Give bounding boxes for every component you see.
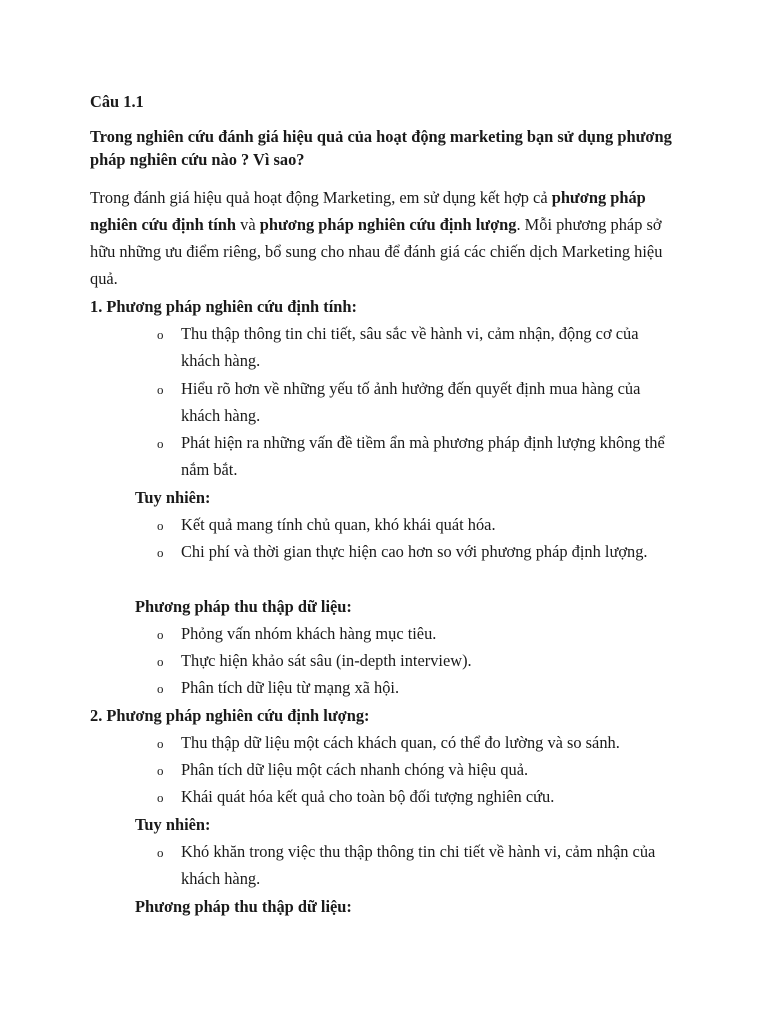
bullet-icon: o (157, 627, 164, 642)
list-item: Chi phí và thời gian thực hiện cao hơn so với phương pháp định lượng. (181, 542, 648, 561)
intro-paragraph (90, 184, 686, 292)
intro-bold-qualitative: phương pháp nghiên cứu định tính (90, 188, 646, 234)
however-label: Tuy nhiên: (135, 815, 211, 834)
bullet-icon: o (157, 327, 164, 342)
question-text: Trong nghiên cứu đánh giá hiệu quả của hoạt động marketing bạn sử dụng phương pháp nghiên cứu nào ? Vì sao? (90, 127, 672, 169)
list-item: Phỏng vấn nhóm khách hàng mục tiêu. (181, 624, 437, 643)
list-item: Khó khăn trong việc thu thập thông tin chi tiết về hành vi, cảm nhận của khách hàng. (181, 842, 656, 888)
methods-label: Phương pháp thu thập dữ liệu: (135, 897, 352, 916)
bullet-icon: o (157, 845, 164, 860)
list-item: Hiểu rõ hơn về những yếu tố ảnh hưởng đến quyết định mua hàng của khách hàng. (181, 379, 641, 425)
list-item: Phân tích dữ liệu từ mạng xã hội. (181, 678, 400, 697)
list-item: Phân tích dữ liệu một cách nhanh chóng và hiệu quả. (181, 760, 529, 779)
list-item: Thu thập thông tin chi tiết, sâu sắc về hành vi, cảm nhận, động cơ của khách hàng. (181, 324, 639, 370)
bullet-icon: o (157, 681, 164, 696)
document-title: Câu 1.1 (90, 92, 144, 111)
list-item: Phát hiện ra những vấn đề tiềm ẩn mà phương pháp định lượng không thể nắm bắt. (181, 433, 665, 479)
intro-text-2: và (236, 215, 260, 234)
methods-label: Phương pháp thu thập dữ liệu: (135, 597, 352, 616)
intro-bold-quantitative: phương pháp nghiên cứu định lượng (259, 215, 517, 234)
bullet-icon: o (157, 736, 164, 751)
section-quantitative-heading: 2. Phương pháp nghiên cứu định lượng: (90, 706, 370, 725)
bullet-icon: o (157, 654, 164, 669)
section-qualitative-heading: 1. Phương pháp nghiên cứu định tính: (90, 297, 357, 316)
bullet-icon: o (157, 790, 164, 805)
bullet-icon: o (157, 518, 164, 533)
however-label: Tuy nhiên: (135, 488, 211, 507)
bullet-icon: o (157, 382, 164, 397)
intro-text-1: Trong đánh giá hiệu quả hoạt động Marketing, em sử dụng kết hợp cả (90, 188, 552, 207)
list-item: Khái quát hóa kết quả cho toàn bộ đối tượng nghiên cứu. (181, 787, 555, 806)
list-item: Thu thập dữ liệu một cách khách quan, có thể đo lường và so sánh. (181, 733, 620, 752)
intro-text-3: . Mỗi phương pháp sở hữu những ưu điểm riêng, bổ sung cho nhau để đánh giá các chiến dịch Marketing hiệu quả. (90, 215, 663, 288)
bullet-icon: o (157, 763, 164, 778)
list-item: Thực hiện khảo sát sâu (in-depth interview). (181, 651, 472, 670)
bullet-icon: o (157, 436, 164, 451)
list-item: Kết quả mang tính chủ quan, khó khái quát hóa. (181, 515, 496, 534)
bullet-icon: o (157, 545, 164, 560)
